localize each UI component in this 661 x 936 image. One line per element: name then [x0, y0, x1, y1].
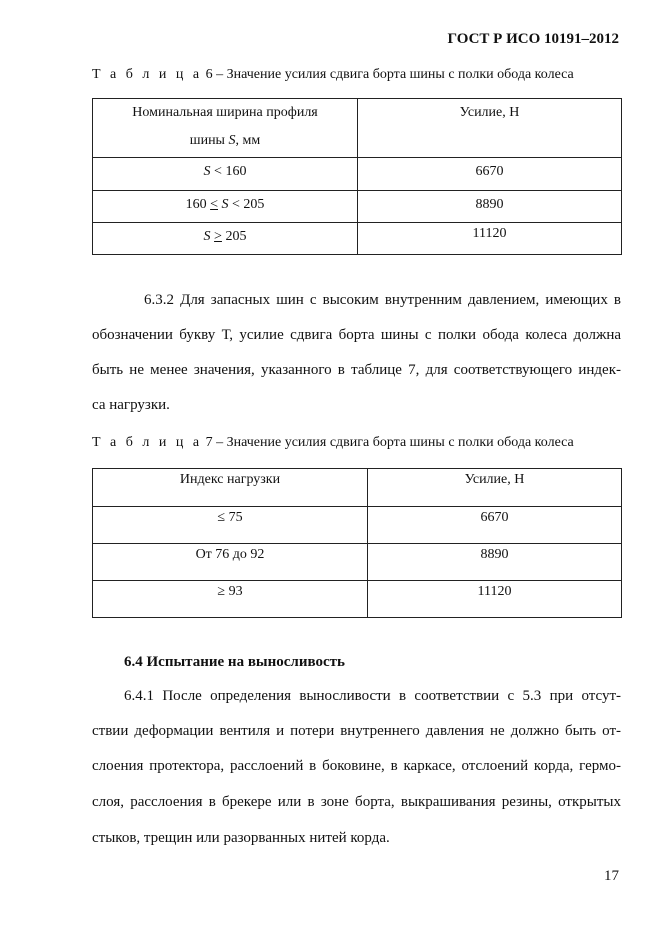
table7-r1-c2: 6670	[368, 507, 622, 544]
table-row	[93, 544, 622, 581]
paragraph-641-line4: слоя, расслоения в брекере или в зоне борта, выкрашивания резины, открытых	[92, 794, 621, 810]
table7-r2-c2: 8890	[368, 544, 622, 581]
table6-col2-header: Усилие, Н	[358, 99, 622, 158]
table6-caption-text: 6 – Значение усилия сдвига борта шины с полки обода колеса	[205, 67, 574, 82]
table7-col1-header: Индекс нагрузки	[93, 469, 368, 507]
table6-caption-prefix: Т а б л и ц а	[92, 67, 203, 82]
table7-caption	[92, 435, 574, 451]
paragraph-641-line3: слоения протектора, расслоений в боковине, в каркасе, отслоений корда, гермо-	[92, 758, 621, 774]
table6-col1-header-line2b: , мм	[235, 133, 261, 148]
paragraph-632-line2: обозначении букву Т, усилие сдвига борта шины с полки обода колеса должна	[92, 327, 621, 343]
table6-caption	[92, 67, 574, 83]
table6-r1-c1: S < 160	[93, 158, 358, 191]
paragraph-641-line1: 6.4.1 После определения выносливости в соответствии с 5.3 при отсут-	[124, 688, 621, 704]
page-number: 17	[604, 868, 619, 884]
section-64-title: 6.4 Испытание на выносливость	[124, 654, 345, 670]
table7-r2-c1: От 76 до 92	[93, 544, 368, 581]
table7	[92, 468, 622, 618]
paragraph-641-line2: ствии деформации вентиля и потери внутреннего давления не должно быть от-	[92, 723, 621, 739]
table6-r1-c2: 6670	[358, 158, 622, 191]
table6-r2-c1: 160 < S < 205	[93, 191, 358, 223]
table-row	[93, 158, 622, 191]
paragraph-632-line3: быть не менее значения, указанного в таблице 7, для соответствующего индек-	[92, 362, 621, 378]
table6	[92, 98, 622, 255]
paragraph-632-line1: 6.3.2 Для запасных шин с высоким внутренним давлением, имеющих в	[144, 292, 621, 308]
table7-header-row	[93, 469, 622, 507]
table7-r3-c2: 11120	[368, 581, 622, 618]
table-row	[93, 223, 622, 255]
table7-r1-c1: ≤ 75	[93, 507, 368, 544]
table-row	[93, 581, 622, 618]
table6-header-row	[93, 99, 622, 158]
table6-col1-header-line1: Номинальная ширина профиля	[132, 105, 318, 120]
table6-r2-c2: 8890	[358, 191, 622, 223]
table6-r3-c2: 11120	[358, 223, 622, 255]
paragraph-632-line4: са нагрузки.	[92, 397, 170, 413]
table7-caption-text: 7 – Значение усилия сдвига борта шины с полки обода колеса	[205, 435, 574, 450]
table7-r3-c1: ≥ 93	[93, 581, 368, 618]
table6-r3-c1: S > 205	[93, 223, 358, 255]
table6-col1-header	[93, 99, 358, 158]
document-header: ГОСТ Р ИСО 10191–2012	[447, 31, 619, 47]
table6-col1-header-line2a: шины	[189, 133, 229, 148]
paragraph-641-line5: стыков, трещин или разорванных нитей корда.	[92, 830, 390, 846]
table-row	[93, 507, 622, 544]
table6-col1-header-var: S	[228, 133, 236, 148]
table-row	[93, 191, 622, 223]
table7-col2-header: Усилие, Н	[368, 469, 622, 507]
table7-caption-prefix: Т а б л и ц а	[92, 435, 203, 450]
